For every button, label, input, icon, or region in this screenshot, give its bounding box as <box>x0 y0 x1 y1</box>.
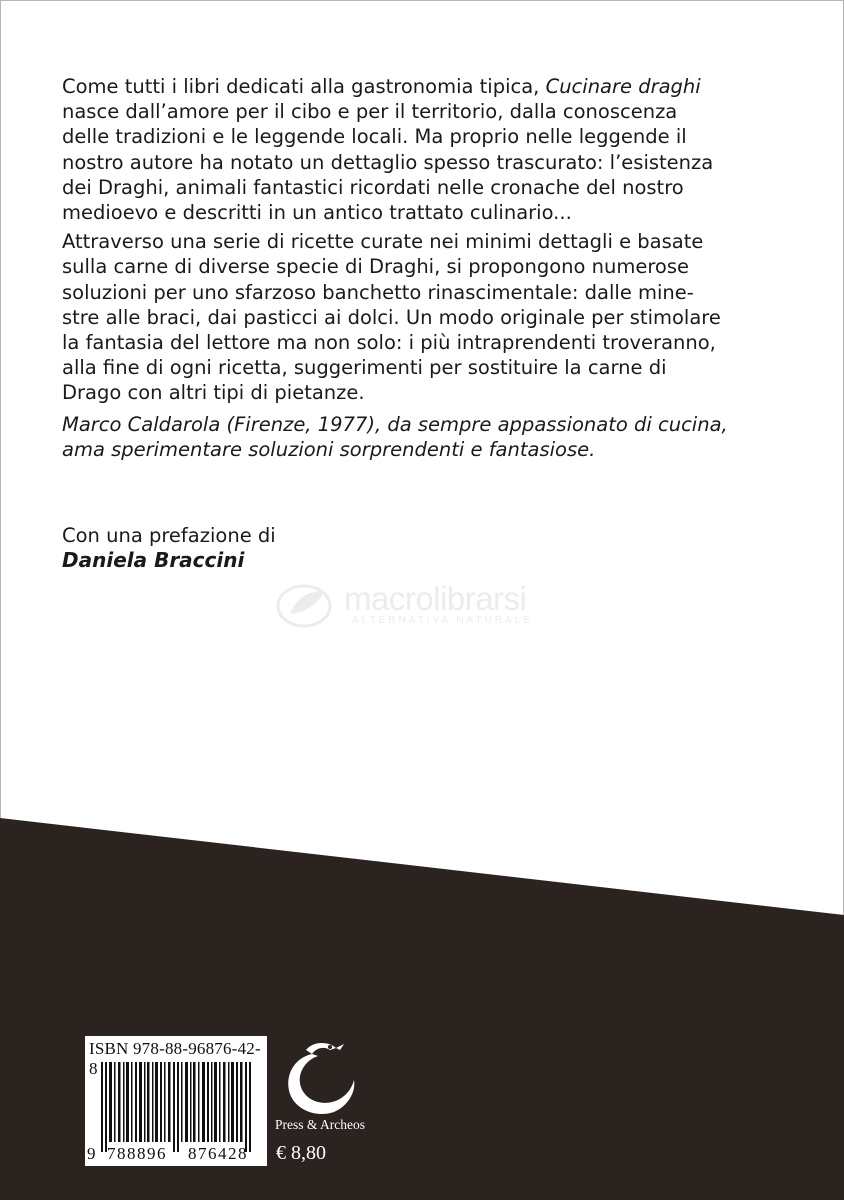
description-intro: Come tutti i libri dedicati alla gastronomia tipica, <box>62 75 546 98</box>
description-paragraph-1-rest: nasce dall’amore per il cibo e per il territorio, dalla conoscenza delle tradizioni e le leggende locali. Ma proprio nelle leggende il nostro autore ha notato un dettaglio spesso trascurato: l’esistenza dei Draghi, animali fantastici ricordati nelle cronache del nostro medioevo e descritti in un antico trattato culinario... <box>62 100 714 225</box>
publisher-name: Press & Archeos <box>275 1117 365 1132</box>
leaf-logo-icon <box>274 580 338 628</box>
author-bio: Marco Caldarola (Firenze, 1977), da sempre appassionato di cucina, ama sperimentare soluzioni sorprendenti e fantasiose. <box>62 413 728 462</box>
ean-group-2: 876428 <box>188 1144 248 1163</box>
book-description <box>62 74 762 406</box>
barcode <box>85 1036 267 1166</box>
watermark <box>272 580 592 632</box>
watermark-tagline: ALTERNATIVA NATURALE <box>352 615 533 626</box>
ean-first-digit: 9 <box>87 1144 96 1163</box>
book-title-inline: Cucinare draghi <box>545 75 701 98</box>
isbn-label: ISBN 978-88-96876-42-8 <box>89 1039 261 1078</box>
ean-group-1: 788896 <box>107 1144 167 1163</box>
dragon-logo-icon <box>274 1036 370 1124</box>
description-paragraph-2: Attraverso una serie di ricette curate nei minimi dettagli e basate sulla carne di diverse specie di Draghi, si propongono numerose soluzioni per uno sfarzoso banchetto rinascimentale: dalle mine- stre alle braci, dai pasticci ai dolci. Un modo originale per stimolare la fantasia del lettore ma non solo: i più intraprendenti troveranno, alla fine di ogni ricetta, suggerimenti per sostituire la carne di Drago con altri tipi di pietanze. <box>62 230 721 405</box>
description-paragraph-1 <box>62 74 762 225</box>
preface-author: Daniela Braccini <box>62 548 245 572</box>
preface-label: Con una prefazione di <box>62 524 276 547</box>
price: € 8,80 <box>276 1142 326 1164</box>
watermark-name: macrolibrarsi <box>344 580 527 617</box>
